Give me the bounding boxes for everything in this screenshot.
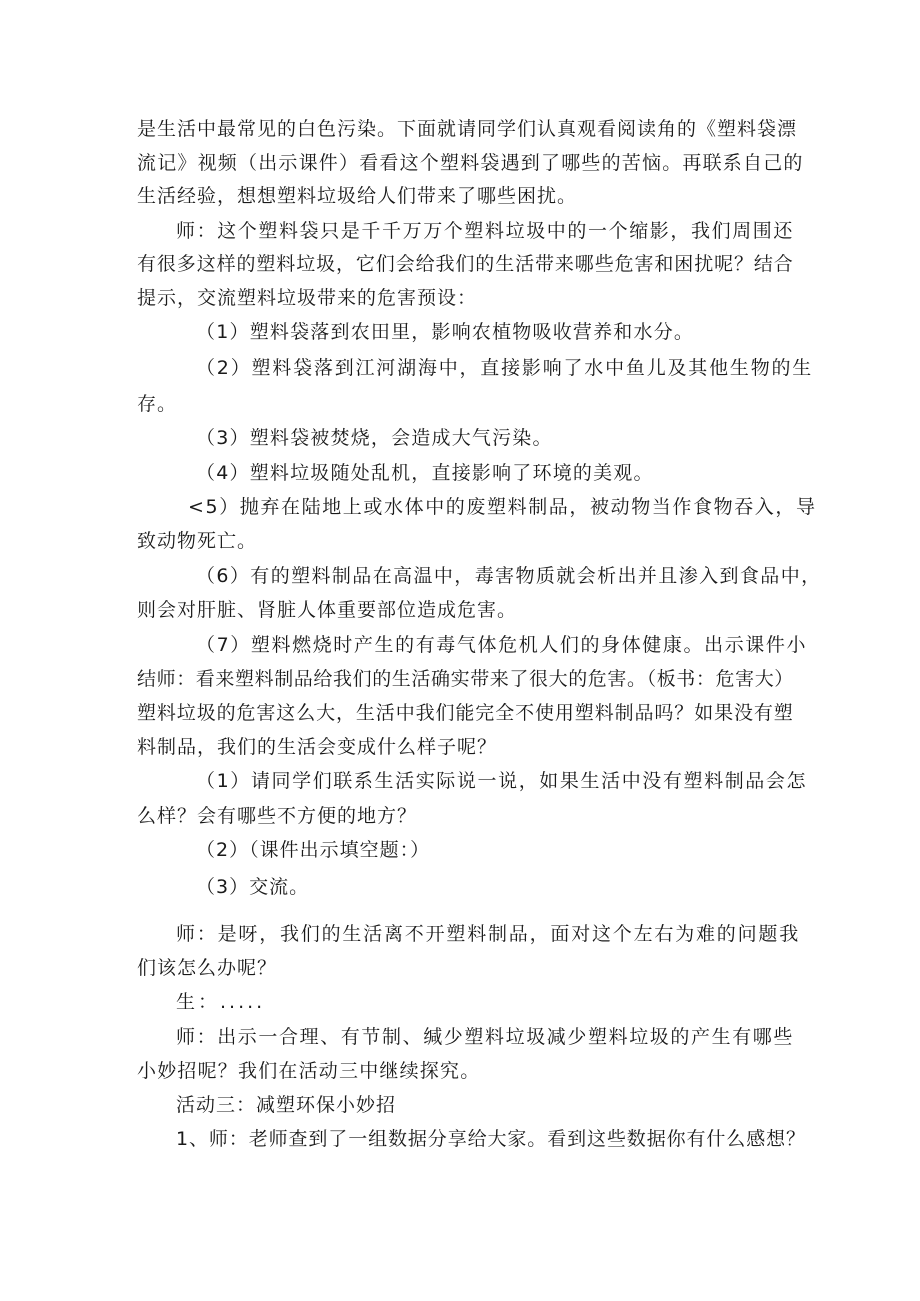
- text-line: 则会对肝脏、肾脏人体重要部位造成危害。: [137, 599, 518, 621]
- text-line: 师：是呀，我们的生活离不开塑料制品，面对这个左右为难的问题我: [176, 923, 801, 945]
- text-line: 有很多这样的塑料垃圾，它们会给我们的生活带来哪些危害和困扰呢？结合: [137, 253, 794, 275]
- list-item: （1）请同学们联系生活实际说一说，如果生活中没有塑料制品会怎: [196, 770, 808, 792]
- text-line: 么样？会有哪些不方便的地方？: [137, 805, 418, 827]
- list-item: （7）塑料燃烧时产生的有毒气体危机人们的身体健康。出示课件小: [196, 634, 808, 656]
- text-line: 是生活中最常见的白色污染。下面就请同学们认真观看阅读角的《塑料袋漂: [137, 118, 798, 140]
- list-item: （1）塑料袋落到农田里，影响农植物吸收营养和水分。: [196, 321, 695, 343]
- text-line: 生：.....: [176, 991, 266, 1013]
- section-heading: 活动三：减塑环保小妙招: [176, 1094, 397, 1116]
- text-line: 塑料垃圾的危害这么大，生活中我们能完全不使用塑料制品吗？如果没有塑: [137, 702, 794, 724]
- text-line: 流记》视频（出示课件）看看这个塑料袋遇到了哪些的苦恼。再联系自己的: [137, 152, 804, 174]
- list-item: （2）（课件出示填空题：）: [196, 839, 431, 861]
- list-item: （4）塑料垃圾随处乱机，直接影响了环境的美观。: [196, 462, 654, 484]
- list-item: （3）塑料袋被焚烧，会造成大气污染。: [196, 427, 553, 449]
- text-line: 致动物死亡。: [137, 530, 258, 552]
- text-line: 存。: [137, 393, 178, 415]
- text-line: 1、师：老师查到了一组数据分享给大家。看到这些数据你有什么感想？: [176, 1128, 806, 1150]
- text-line: 结师：看来塑料制品给我们的生活确实带来了很大的危害。（板书：危害大）: [137, 668, 794, 690]
- list-item: （3）交流。: [196, 876, 310, 898]
- text-line: 料制品，我们的生活会变成什么样子呢？: [137, 736, 498, 758]
- list-item: <5）抛弃在陆地上或水体中的废塑料制品，被动物当作食物吞入，导: [188, 496, 817, 518]
- text-line: 生活经验，想想塑料垃圾给人们带来了哪些困扰。: [137, 185, 578, 207]
- list-item: （2）塑料袋落到江河湖海中，直接影响了水中鱼儿及其他生物的生: [196, 357, 814, 379]
- text-line: 小妙招呢？我们在活动三中继续探究。: [137, 1060, 481, 1082]
- text-line: 们该怎么办呢？: [137, 957, 278, 979]
- text-line: 师：出示一合理、有节制、缄少塑料垃圾减少塑料垃圾的产生有哪些: [176, 1026, 795, 1048]
- text-line: 师：这个塑料袋只是千千万万个塑料垃圾中的一个缩影，我们周围还: [176, 220, 795, 242]
- text-line: 提示，交流塑料垃圾带来的危害预设：: [137, 287, 478, 309]
- list-item: （6）有的塑料制品在高温中，毒害物质就会析出并且渗入到食品中，: [196, 565, 822, 587]
